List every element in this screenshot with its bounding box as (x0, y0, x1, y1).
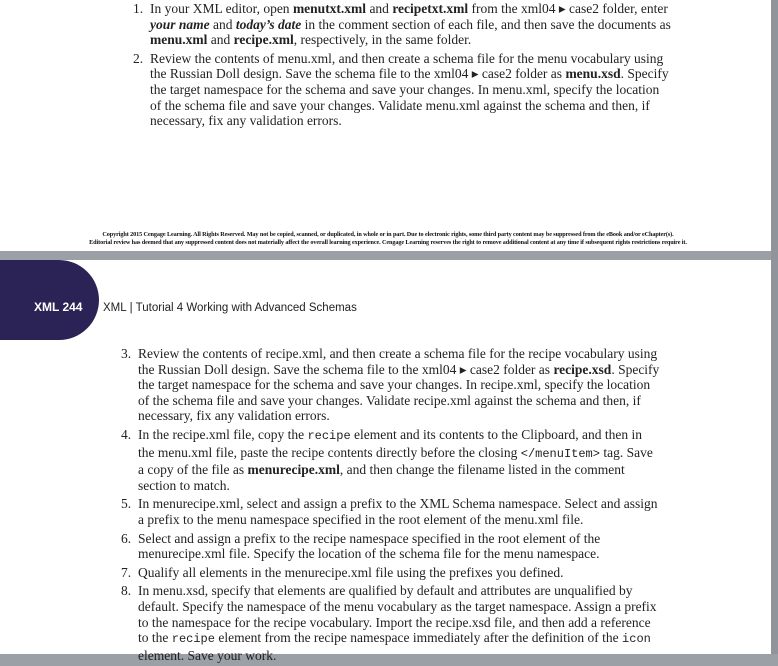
step-number: 1. (133, 1, 144, 16)
step-text: Review the contents of menu.xml, and then create a schema file for the menu vocabulary using the Russian Doll design. Save the schema file to the xml04 ▸ case2 folder as (150, 50, 664, 82)
list-item (121, 531, 661, 562)
step-text: . Specify the target namespace for the schema and save your changes. In menu.xml, specify the location of the schema file and save your changes. Validate menu.xml against the schema and then, if necessary, fix any validation errors. (150, 66, 669, 129)
step-text: element and its contents to the Clipboard, and then in the menu.xml file, paste the recipe contents directly before the closing (138, 426, 642, 460)
list-item (121, 427, 661, 493)
emphasis-text: menurecipe.xml (247, 462, 340, 478)
code-text: </menuItem> (520, 446, 600, 461)
emphasis-text: menu.xml (150, 32, 208, 48)
copyright-notice (88, 231, 688, 247)
step-text: . Specify the target namespace for the schema and save your changes. In recipe.xml, specify the location of the schema file and save your changes. Validate recipe.xml against the schema and then, if necessary, fix any validation errors. (138, 361, 660, 424)
top-steps-list (133, 1, 673, 132)
step-text: Review the contents of recipe.xml, and then create a schema file for the recipe vocabulary using the Russian Doll design. Save the schema file to the xml04 ▸ case2 folder as (138, 346, 658, 377)
page-top (0, 0, 771, 251)
copyright-line-1: Copyright 2015 Cengage Learning. All Rights Reserved. May not be copied, scanned, or duplicated, in whole or in part. Due to electronic rights, some third party content may be suppressed from the eBook and/or eChapter(s). (102, 231, 674, 238)
page-number-label: XML 244 (34, 300, 83, 314)
list-item (121, 496, 661, 527)
step-text: , and then change the filename listed in the comment section to match. (138, 462, 625, 493)
step-number: 2. (133, 50, 144, 66)
code-text: recipe (307, 428, 351, 443)
step-text: In the recipe.xml file, copy the (138, 426, 308, 442)
step-text: In menu.xsd, specify that elements are qualified by default and attributes are unqualified by default. Specify the namespace of the menu vocabulary as the target namespace. Assign a prefix to the namespace for the recipe vocabulary. Import the recipe.xsd file, and then add a reference to the (138, 583, 657, 646)
step-text: element. Save your work. (138, 647, 277, 663)
step-text: and (209, 16, 236, 32)
step-text: in the comment section of each file, and then save the documents as (301, 16, 671, 32)
emphasis-text: menu.xsd (565, 66, 621, 82)
step-number: 7. (121, 564, 132, 580)
emphasis-text: recipe.xsd (553, 361, 612, 377)
step-text: and (366, 1, 393, 16)
step-number: 6. (121, 530, 132, 546)
list-item (121, 583, 661, 663)
emphasis-text: today’s date (235, 16, 302, 32)
running-header (103, 302, 357, 314)
step-text: from the xml04 ▸ case2 folder, enter (468, 1, 668, 16)
step-text: tag. Save a copy of the file as (138, 444, 653, 478)
code-text: icon (622, 632, 651, 647)
bottom-steps-list (121, 346, 661, 666)
copyright-line-2: Editorial review has deemed that any suppressed content does not materially affect the overall learning experience. Cengage Learning reserves the right to remove additional content at any time if subsequent rights restrictions require it. (89, 239, 687, 246)
page-bottom (0, 260, 771, 663)
list-item (133, 51, 673, 129)
list-item (121, 346, 661, 424)
header-separator: | (129, 302, 133, 314)
step-text: element from the recipe namespace immediately after the definition of the (214, 630, 623, 646)
emphasis-text: recipe.xml (233, 32, 294, 48)
step-text: and (207, 32, 234, 48)
step-text: In menurecipe.xml, select and assign a prefix to the XML Schema namespace. Select and assign a prefix to the menu namespace specified in the root element of the menu.xml file. (138, 496, 658, 527)
header-chapter: Tutorial 4 Working with Advanced Schemas (135, 302, 357, 314)
right-edge-bar (771, 0, 778, 654)
step-number: 3. (121, 346, 132, 361)
step-text: Select and assign a prefix to the recipe namespace specified in the root element of the menurecipe.xml file. Specify the location of the schema file for the menu namespace. (138, 530, 601, 562)
header-book: XML (103, 302, 127, 314)
emphasis-text: recipetxt.xml (392, 1, 469, 16)
step-text: In your XML editor, open (150, 1, 293, 16)
step-text: , respectively, in the same folder. (293, 32, 472, 48)
code-text: recipe (171, 632, 215, 647)
emphasis-text: menutxt.xml (292, 1, 367, 16)
emphasis-text: your name (150, 16, 210, 32)
list-item (121, 565, 661, 581)
step-text: Qualify all elements in the menurecipe.xml file using the prefixes you defined. (138, 564, 564, 580)
step-number: 4. (121, 426, 132, 442)
step-number: 8. (121, 583, 132, 599)
page-number-tab (0, 260, 99, 340)
list-item (133, 1, 673, 48)
step-number: 5. (121, 496, 132, 512)
